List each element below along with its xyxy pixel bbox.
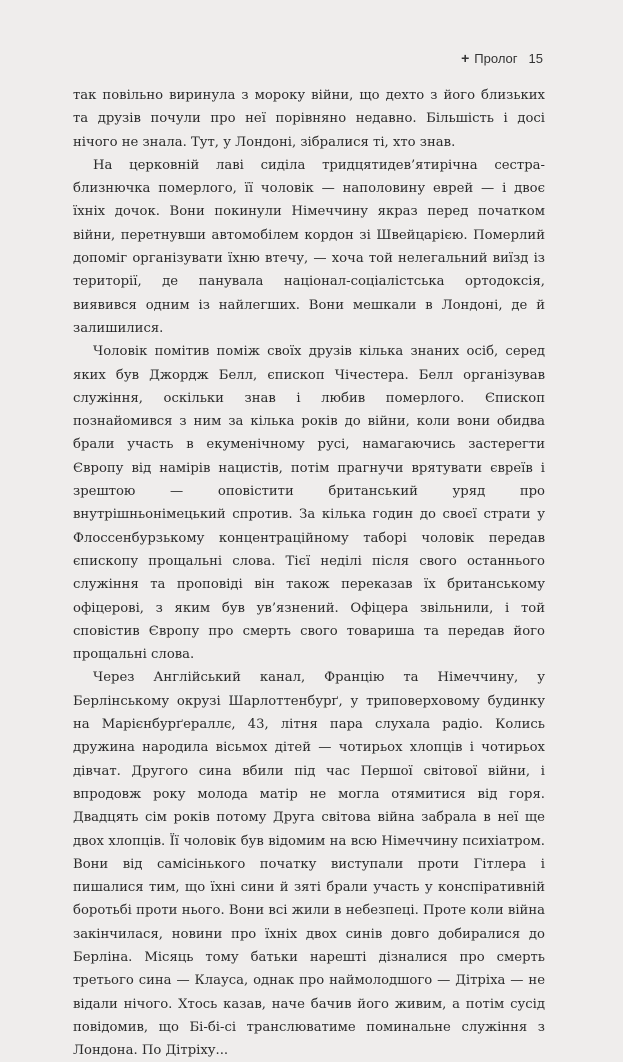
body-text <box>73 84 545 1062</box>
paragraph: так повільно виринула з мороку війни, що дехто з його близьких та друзів почули про неї порівняно недавно. Більшість і досі нічого не знала. Тут, у Лондоні, зібралися ті, хто знав. <box>73 88 545 150</box>
cross-icon: + <box>461 50 470 66</box>
running-header <box>461 50 543 66</box>
section-title: Пролог <box>474 50 518 66</box>
page-number: 15 <box>528 50 543 66</box>
paragraph: Через Англійський канал, Францію та Німеччину, у Берлінському окрузі Шарлоттенбурґ, у триповерховому будинку на Марієнбурґераллє, 43, літня пара слухала радіо. Колись дружина народила вісьмох дітей — чотирьох хлопців і чотирьох дівчат. Другого сина вбили під час Першої світової війни, і впродовж року молода матір не могла отямитися від горя. Двадцять сім років потому Друга світова війна забрала в неї ще двох хлопців. Її чоловік був відомим на всю Німеччину психіатром. Вони від самісінького початку виступали проти Гітлера і пишалися тим, що їхні сини й зяті брали участь у конспіративній боротьбі проти нього. Вони всі жили в небезпеці. Проте коли війна закінчилася, новини про їхніх двох синів довго добиралися до Берліна. Місяць тому батьки нарешті дізналися про смерть третього сина — Клауса, однак про наймолодшого — Дітріха — не відали нічого. Хтось казав, наче бачив його живим, а потім сусід повідомив, що Бі-бі-сі транслюватиме поминальне служіння з Лондона. По Дітріху... <box>73 670 545 1059</box>
paragraph: На церковній лаві сиділа тридцятидев’ятирічна сестра-близнючка померлого, її чоловік — наполовину еврей — і двоє їхніх дочок. Вони покинули Німеччину якраз перед початком війни, перетнувши автомобілем кордон зі Швейцарією. Померлий допоміг організувати їхню втечу, — хоча той нелегальний виїзд із території, де панувала націонал-соціалістська ортодоксія, виявився одним із найлегших. Вони мешкали в Лондоні, де й залишилися. <box>73 157 545 336</box>
paragraph: Чоловік помітив поміж своїх друзів кілька знаних осіб, серед яких був Джордж Белл, єпископ Чічестера. Белл організував служіння, оскільки знав і любив померлого. Єпископ познайомився з ним за кілька років до війни, коли вони обидва брали участь в екуменічному русі, намагаючись застерегти Європу від намірів нацистів, потім прагнучи врятувати євреїв і зрештою — оповістити британський уряд про внутрішньонімецький спротив. За кілька годин до своєї страти у Флоссенбурзькому концентраційному таборі чоловік передав єпископу прощальні слова. Тієї неділі після свого останнього служіння та проповіді він також переказав їх британському офіцерові, з яким був ув’язнений. Офіцера звільнили, і той сповістив Європу про смерть свого товариша та передав його прощальні слова. <box>73 344 545 663</box>
